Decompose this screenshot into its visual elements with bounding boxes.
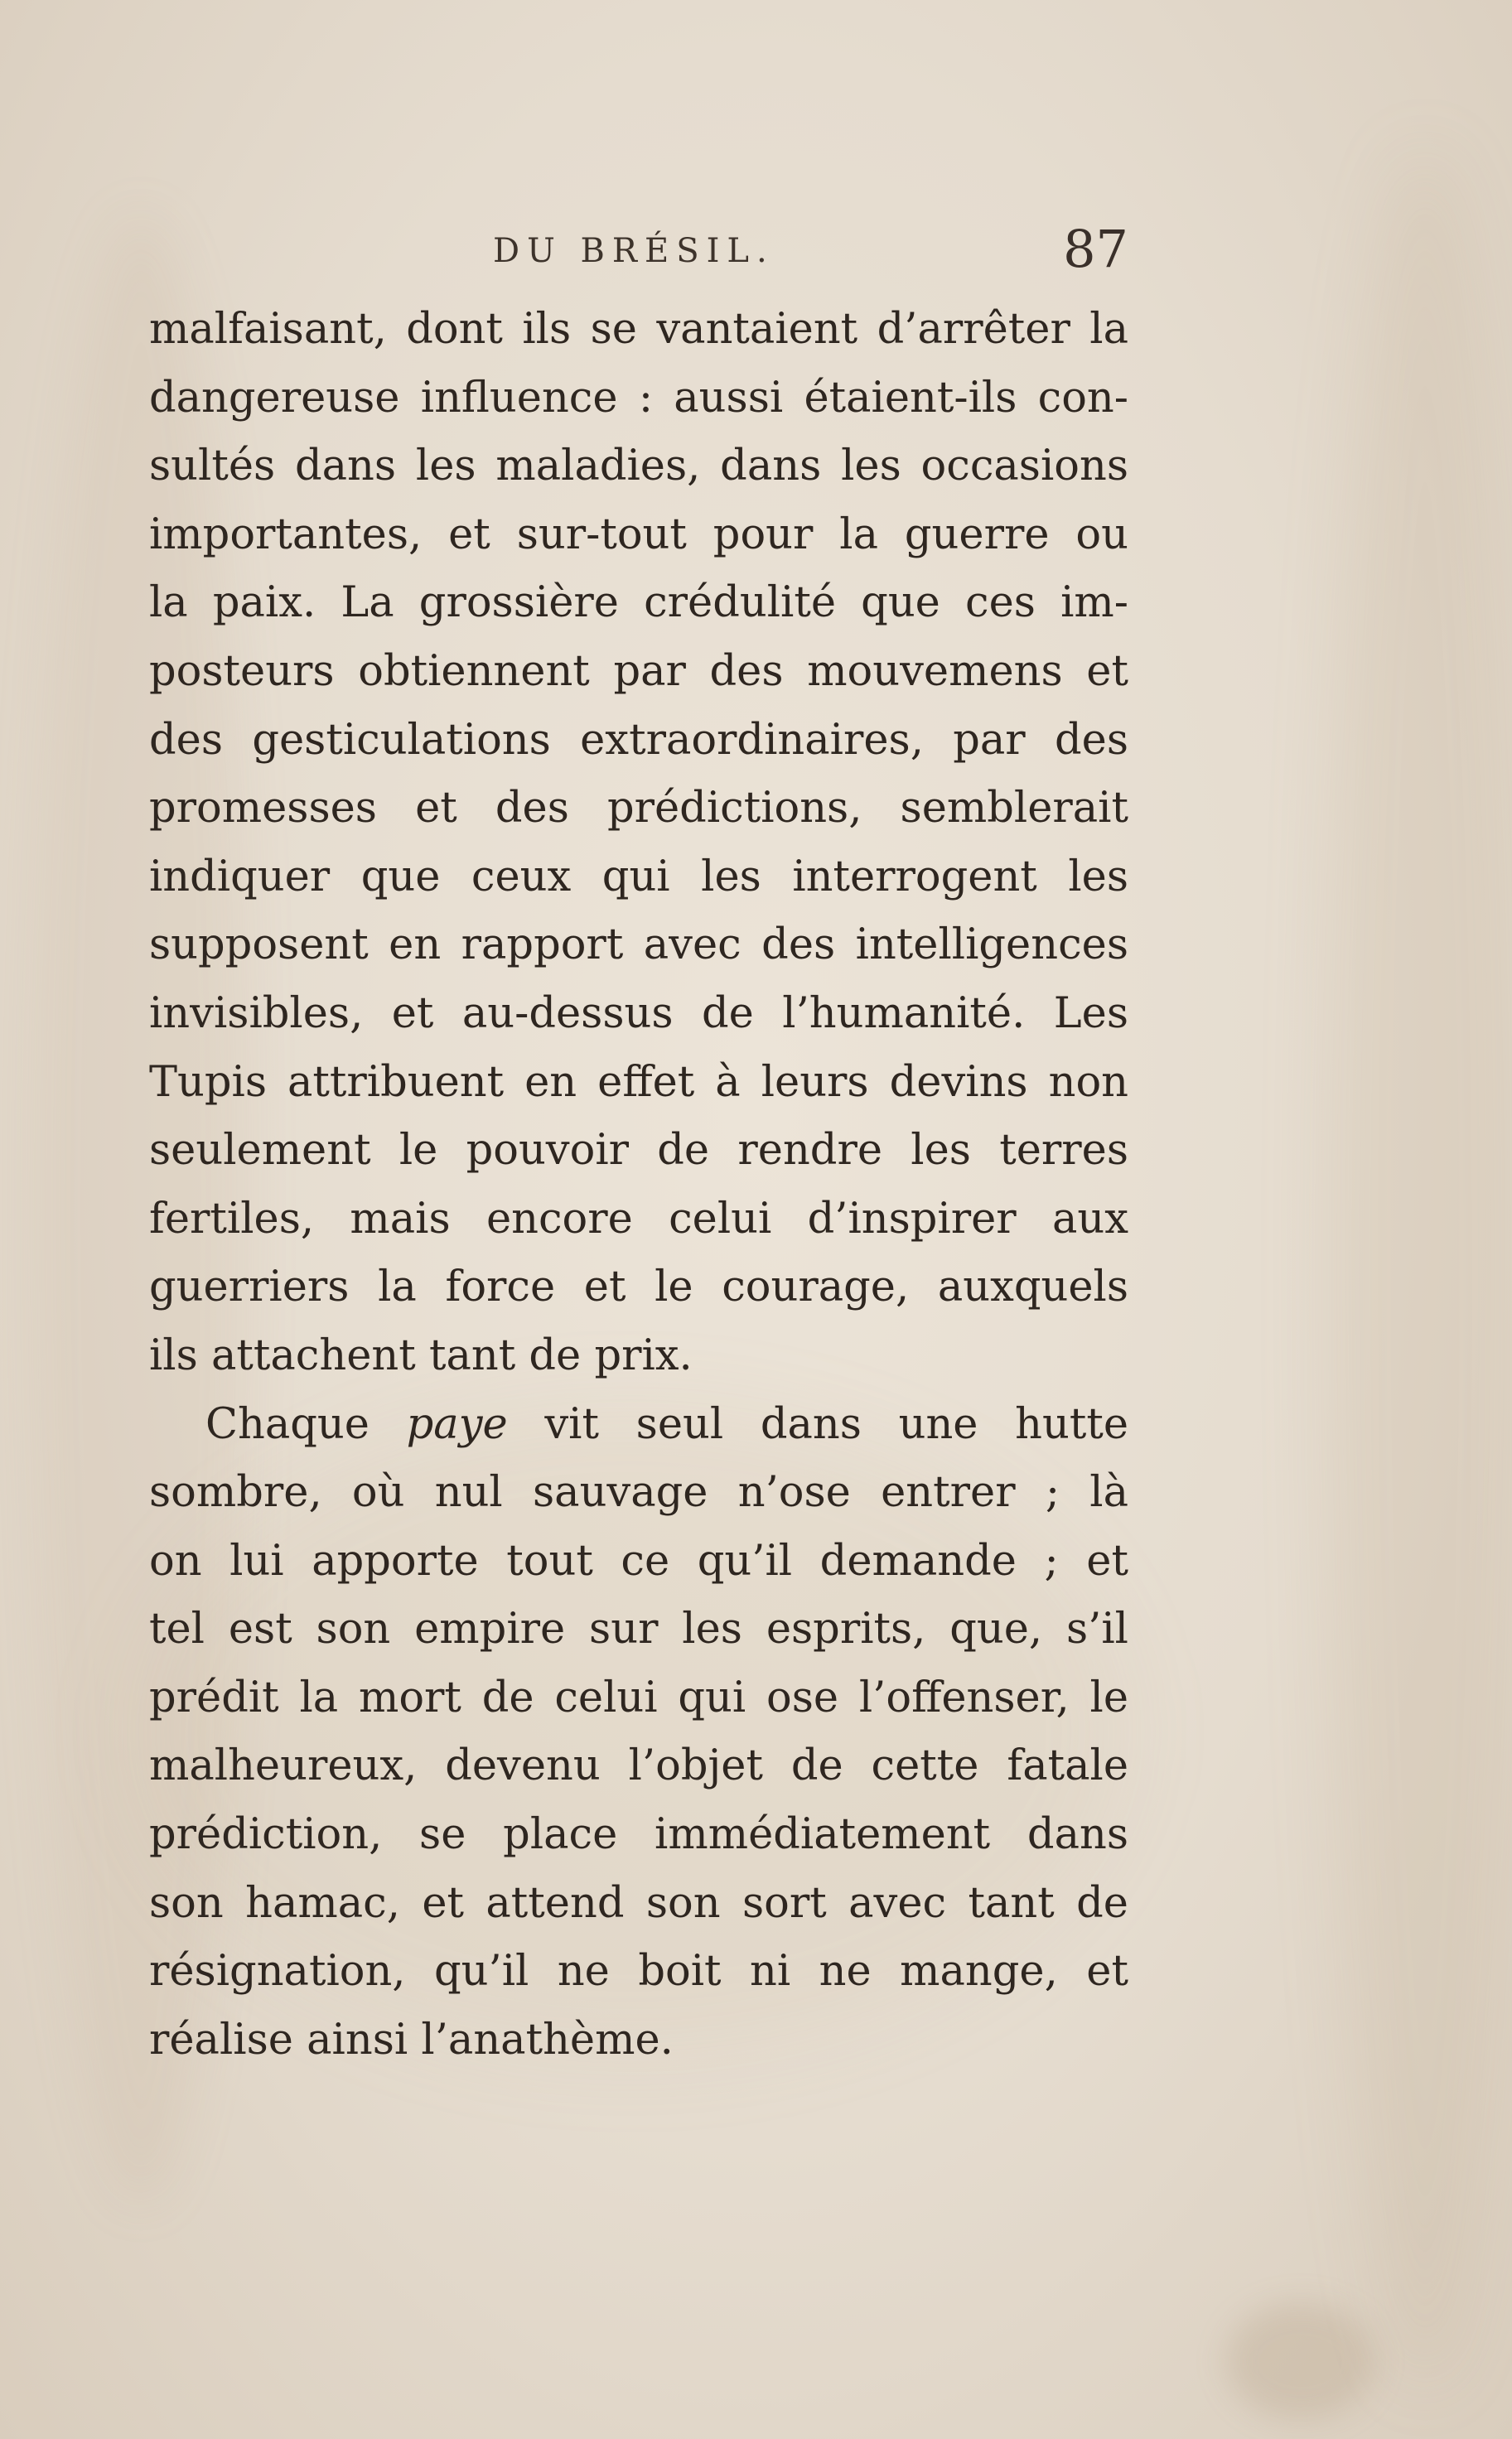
text-line: malheureux, devenu l’objet de cette fatale — [149, 1741, 1128, 1791]
text-line: des gesticulations extraordinaires, par des — [149, 715, 1128, 765]
text-line: malfaisant, dont ils se vantaient d’arrêter la — [149, 305, 1128, 354]
text-line: tel est son empire sur les esprits, que, s’il — [149, 1605, 1128, 1654]
text-line: invisibles, et au-dessus de l’humanité. Les — [149, 988, 1128, 1038]
text-line: sombre, où nul sauvage n’ose entrer ; là — [149, 1468, 1128, 1518]
text-line: sultés dans les maladies, dans les occasions — [149, 442, 1128, 491]
text-line: indiquer que ceux qui les interrogent les — [149, 852, 1128, 901]
text-line: ils attachent tant de prix. — [149, 1331, 693, 1380]
paragraph-opening-line — [149, 1391, 1128, 1460]
text-line: Tupis attribuent en effet à leurs devins non — [149, 1057, 1128, 1107]
page-stain — [1326, 149, 1512, 2386]
text-line: prédit la mort de celui qui ose l’offenser, le — [149, 1673, 1128, 1722]
text-line: son hamac, et attend son sort avec tant de — [149, 1878, 1128, 1928]
paragraph-start-word: Chaque — [205, 1399, 370, 1449]
text-line-rest: vit seul dans une hutte — [544, 1399, 1129, 1449]
text-line: guerriers la force et le courage, auxquels — [149, 1263, 1128, 1312]
text-line: dangereuse influence : aussi étaient-ils con- — [149, 373, 1128, 423]
page-number: 87 — [1063, 219, 1128, 279]
italic-term: paye — [406, 1399, 508, 1449]
running-title: DU BRÉSIL. — [493, 232, 775, 270]
text-line: fertiles, mais encore celui d’inspirer aux — [149, 1194, 1128, 1244]
text-line: posteurs obtiennent par des mouvemens et — [149, 646, 1128, 696]
text-line: supposent en rapport avec des intelligences — [149, 920, 1128, 970]
text-line: réalise ainsi l’anathème. — [149, 2015, 674, 2065]
text-line: la paix. La grossière crédulité que ces im- — [149, 578, 1128, 628]
text-line: on lui apporte tout ce qu’il demande ; et — [149, 1536, 1128, 1586]
text-line: résignation, qu’il ne boit ni ne mange, et — [149, 1947, 1128, 1997]
text-line: promesses et des prédictions, semblerait — [149, 784, 1128, 833]
running-head — [149, 219, 1128, 287]
text-line: importantes, et sur-tout pour la guerre ou — [149, 510, 1128, 559]
text-line: seulement le pouvoir de rendre les terres — [149, 1126, 1128, 1176]
text-line: prédiction, se place immédiatement dans — [149, 1810, 1128, 1860]
body-text — [149, 296, 1128, 2074]
page-stain — [1226, 2303, 1375, 2419]
